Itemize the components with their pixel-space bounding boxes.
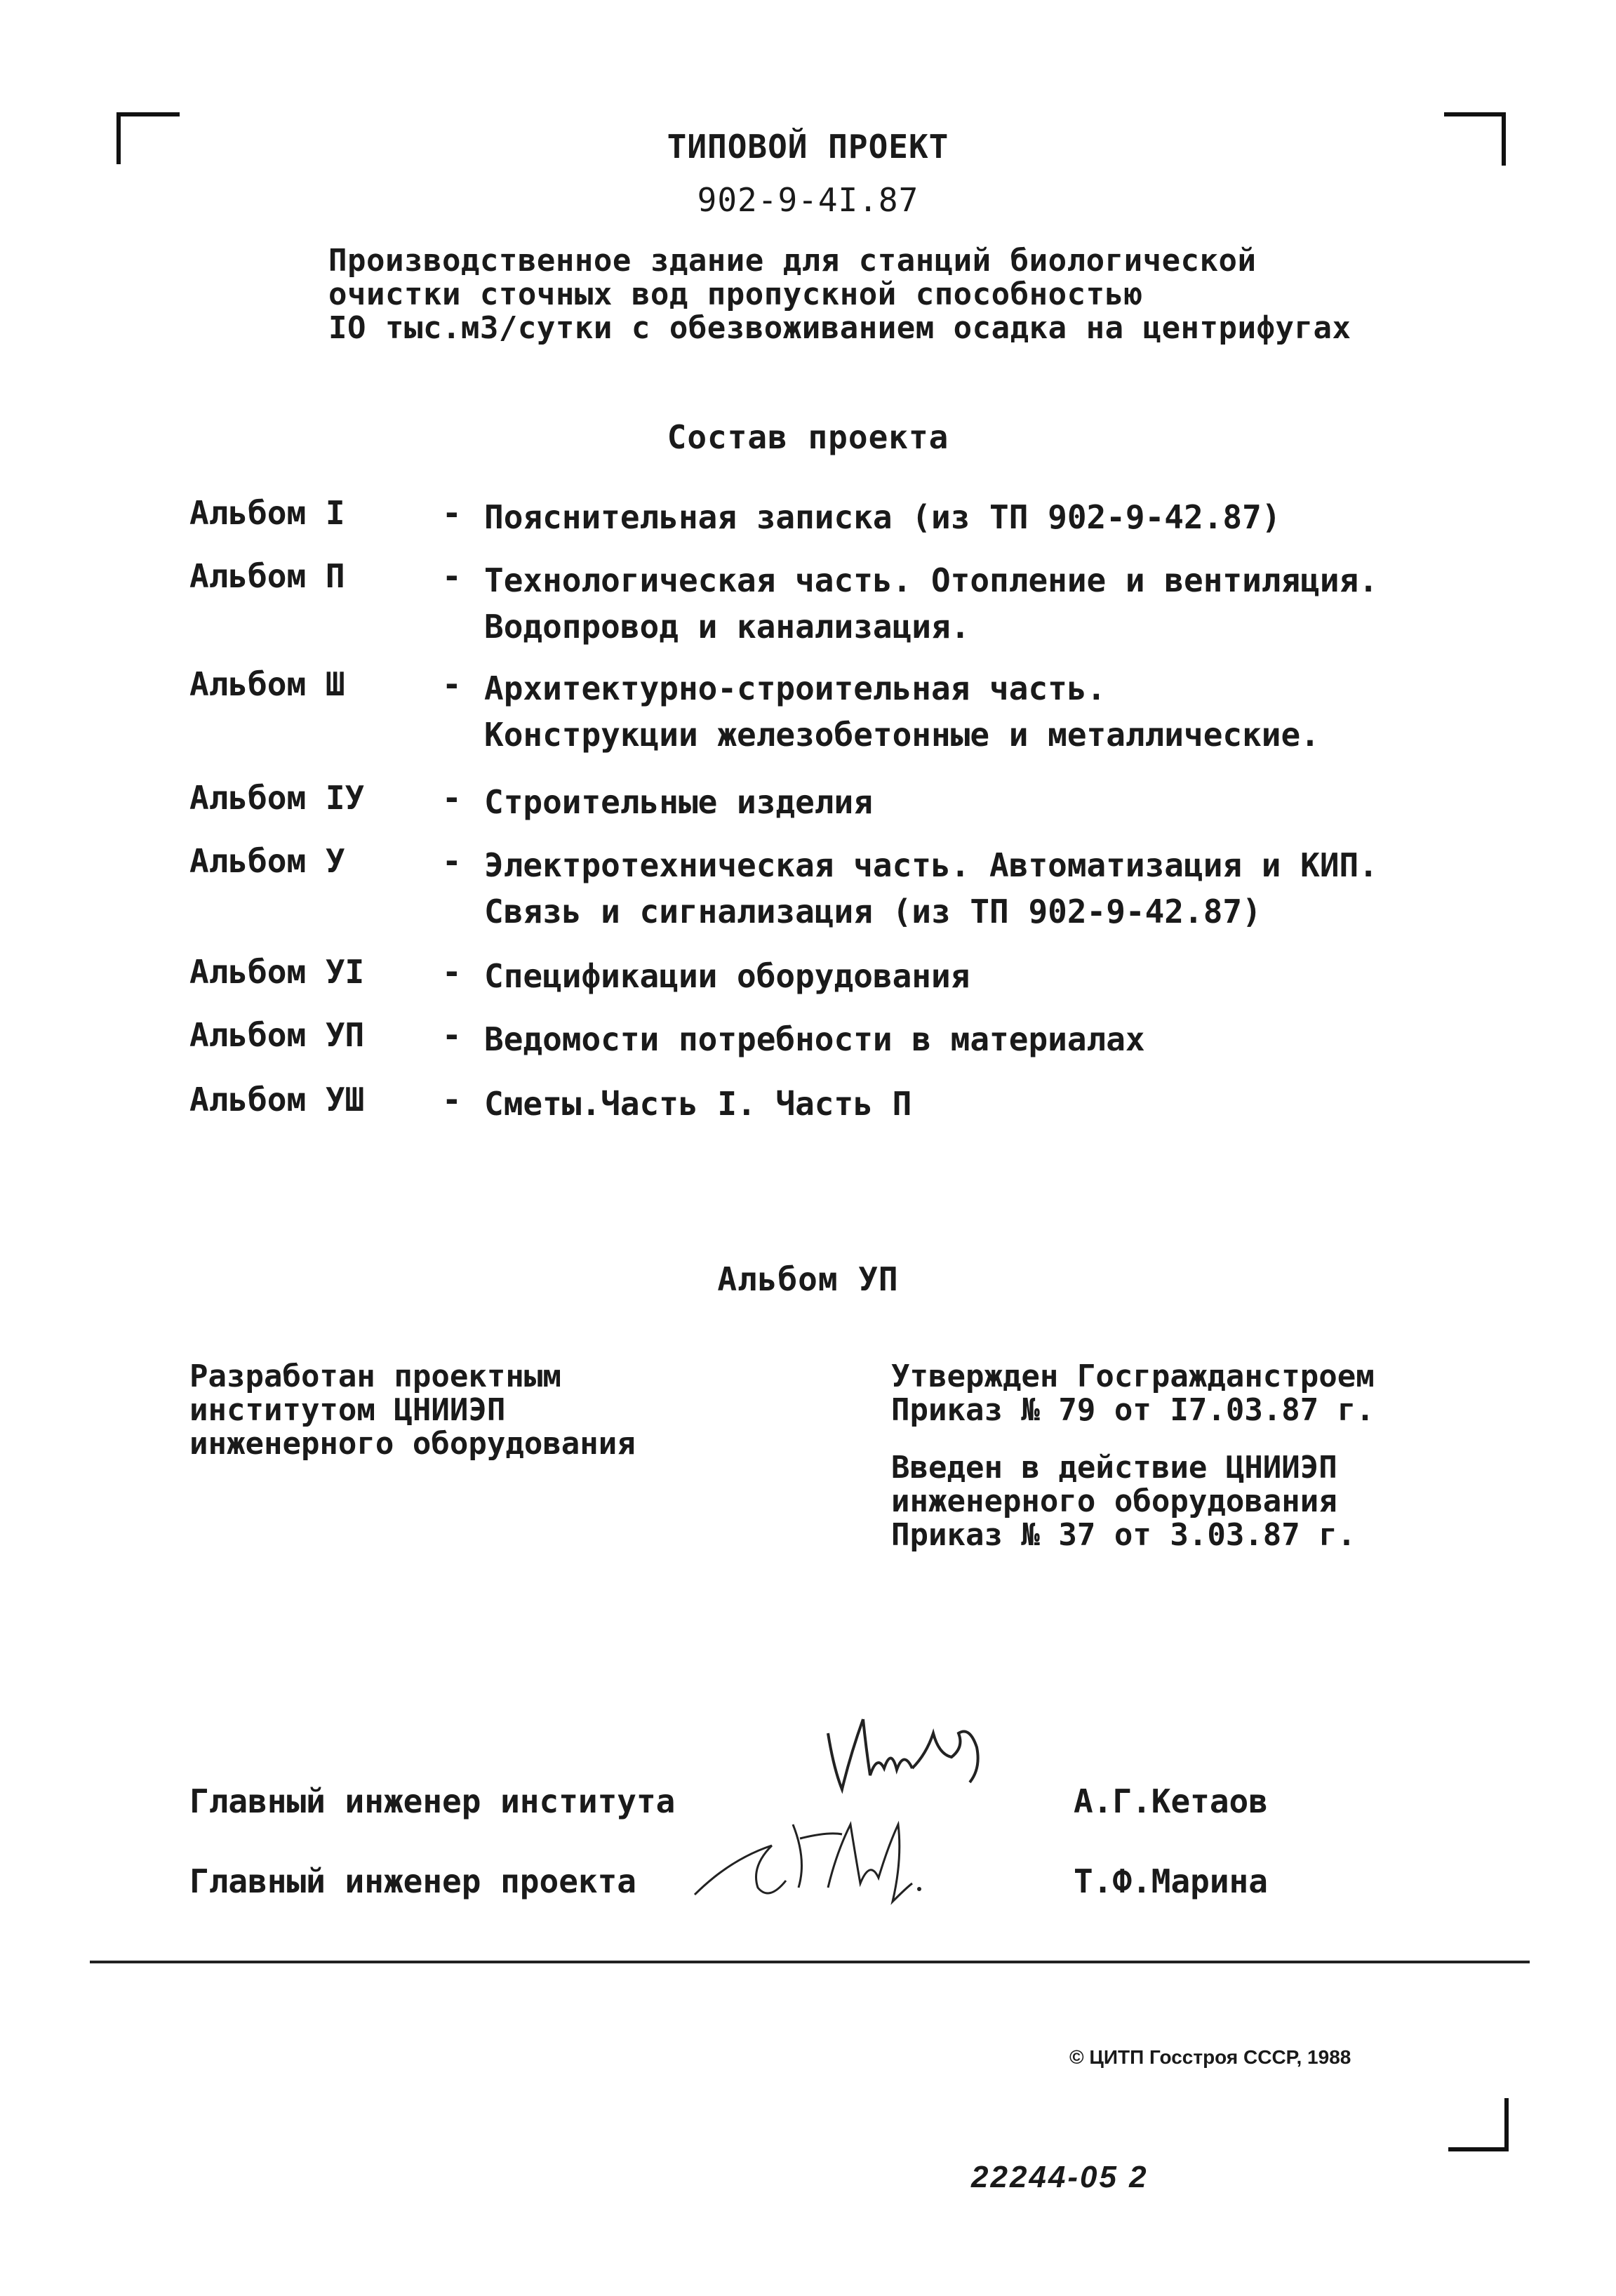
- crop-mark-bottom-right-horizontal: [1448, 2147, 1509, 2151]
- album-description-line: Технологическая часть. Отопление и вентиляция.: [484, 561, 1378, 599]
- subject-line-2: очистки сточных вод пропускной способностью: [328, 276, 1143, 312]
- archive-number-stamp: 22244-05 2: [971, 2160, 1149, 2194]
- developer-info: [189, 1360, 636, 1461]
- album-description-line: Строительные изделия: [484, 783, 873, 821]
- project-number: 902-9-4I.87: [697, 181, 919, 219]
- album-label: Альбом Ш: [189, 665, 345, 703]
- signature-name: А.Г.Кетаов: [1074, 1782, 1268, 1820]
- contents-heading: Состав проекта: [667, 418, 949, 456]
- signature-chief-engineer-institute: [814, 1705, 1010, 1803]
- album-description: [484, 1081, 1467, 1127]
- album-description-line: Архитектурно-строительная часть.: [484, 669, 1107, 707]
- album-dash: -: [442, 1081, 462, 1119]
- album-description-line: Электротехническая часть. Автоматизация и КИП.: [484, 846, 1378, 884]
- subject-line-1: Производственное здание для станций биологической: [328, 243, 1257, 279]
- album-description-line: Конструкции железобетонные и металлические.: [484, 716, 1320, 754]
- album-dash: -: [442, 494, 462, 532]
- album-description-line: Сметы.Часть I. Часть П: [484, 1085, 912, 1123]
- album-label: Альбом П: [189, 557, 345, 595]
- approval-info: [891, 1360, 1375, 1427]
- album-dash: -: [442, 1016, 462, 1054]
- album-dash: -: [442, 779, 462, 817]
- album-description-line: Связь и сигнализация (из ТП 902-9-42.87): [484, 893, 1262, 930]
- album-label: Альбом УШ: [189, 1081, 365, 1119]
- enactment-line-3: Приказ № 37 от 3.03.87 г.: [891, 1517, 1356, 1553]
- signature-name: Т.Ф.Марина: [1074, 1862, 1268, 1900]
- approval-line-2: Приказ № 79 от I7.03.87 г.: [891, 1392, 1375, 1428]
- signature-chief-engineer-project: [688, 1796, 940, 1909]
- album-dash: -: [442, 557, 462, 595]
- album-label: Альбом УП: [189, 1016, 365, 1054]
- crop-mark-top-right-horizontal: [1444, 112, 1506, 116]
- album-description-line: Пояснительная записка (из ТП 902-9-42.87): [484, 498, 1281, 536]
- enactment-line-1: Введен в действие ЦНИИЭП: [891, 1450, 1337, 1486]
- album-description-line: Водопровод и канализация.: [484, 608, 970, 646]
- developer-line-2: институтом ЦНИИЭП: [189, 1392, 506, 1428]
- album-label: Альбом IУ: [189, 779, 365, 817]
- album-dash: -: [442, 953, 462, 991]
- album-dash: -: [442, 842, 462, 880]
- album-description: [484, 842, 1467, 935]
- album-description: [484, 494, 1467, 540]
- document-title: ТИПОВОЙ ПРОЕКТ: [667, 128, 949, 166]
- enactment-line-2: инженерного оборудования: [891, 1483, 1337, 1519]
- copyright-notice: © ЦИТП Госстроя СССР, 1988: [1069, 2046, 1351, 2068]
- album-description: [484, 953, 1467, 999]
- enactment-info: [891, 1451, 1356, 1552]
- album-description: [484, 779, 1467, 825]
- album-description-line: Спецификации оборудования: [484, 957, 970, 995]
- album-description: [484, 665, 1467, 758]
- album-label: Альбом I: [189, 494, 345, 532]
- project-subject: [328, 244, 1423, 345]
- horizontal-rule: [90, 1961, 1530, 1963]
- current-album-title: Альбом УП: [717, 1260, 899, 1298]
- album-description-line: Ведомости потребности в материалах: [484, 1020, 1145, 1058]
- signature-role: Главный инженер института: [189, 1782, 676, 1820]
- album-description: [484, 557, 1467, 650]
- album-label: Альбом У: [189, 842, 345, 880]
- album-dash: -: [442, 665, 462, 703]
- subject-line-3: IO тыс.м3/сутки с обезвоживанием осадка на центрифугах: [328, 310, 1351, 346]
- crop-mark-top-left-horizontal: [116, 112, 180, 116]
- developer-line-3: инженерного оборудования: [189, 1426, 636, 1462]
- developer-line-1: Разработан проектным: [189, 1359, 561, 1394]
- crop-mark-bottom-right-vertical: [1504, 2098, 1509, 2151]
- album-label: Альбом УI: [189, 953, 365, 991]
- approval-line-1: Утвержден Госгражданстроем: [891, 1359, 1375, 1394]
- album-description: [484, 1016, 1467, 1062]
- signature-role: Главный инженер проекта: [189, 1862, 636, 1900]
